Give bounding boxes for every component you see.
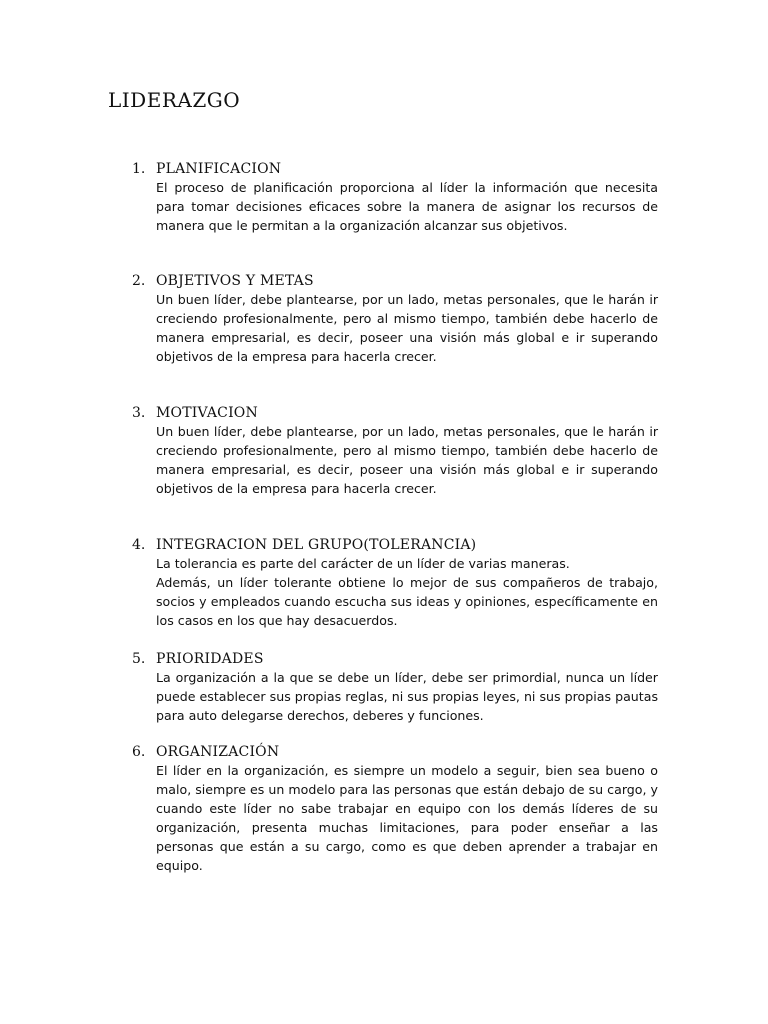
section-heading bbox=[132, 404, 658, 422]
section-title: MOTIVACION bbox=[156, 405, 258, 421]
section-paragraph: Un buen líder, debe plantearse, por un lado, metas personales, que le harán ir creciendo profesionalmente, pero al mismo tiempo, también debe hacerlo de manera empresarial, es decir, poseer una visión más global e ir superando objetivos de la empresa para hacerla crecer. bbox=[156, 292, 658, 364]
section-paragraph: El líder en la organización, es siempre un modelo a seguir, bien sea bueno o malo, siempre es un modelo para las personas que están debajo de su cargo, y cuando este líder no sabe trabajar en equipo con los demás líderes de su organización, presenta muchas limitaciones, para poder enseñar a las personas que están a su cargo, como es que deben aprender a trabajar en equipo. bbox=[156, 763, 658, 873]
section-planificacion bbox=[132, 160, 658, 235]
section-body bbox=[156, 178, 658, 235]
section-body bbox=[156, 554, 658, 630]
section-motivacion bbox=[132, 404, 658, 498]
section-paragraph: El proceso de planificación proporciona al líder la información que necesita para tomar decisiones eficaces sobre la manera de asignar los recursos de manera que le permitan a la organización alcanzar sus objetivos. bbox=[156, 180, 658, 233]
section-body bbox=[156, 422, 658, 498]
section-title: INTEGRACION DEL GRUPO(TOLERANCIA) bbox=[156, 537, 477, 553]
section-heading bbox=[132, 160, 658, 178]
section-number: 1. bbox=[132, 161, 146, 177]
section-integracion-del-grupo bbox=[132, 536, 658, 630]
section-number: 4. bbox=[132, 537, 146, 553]
section-paragraph: La organización a la que se debe un líder, debe ser primordial, nunca un líder puede establecer sus propias reglas, ni sus propias leyes, ni sus propias pautas para auto delegarse derechos, deberes y funciones. bbox=[156, 670, 658, 723]
section-heading bbox=[132, 272, 658, 290]
section-body bbox=[156, 668, 658, 725]
section-number: 2. bbox=[132, 273, 146, 289]
section-number: 6. bbox=[132, 744, 146, 760]
section-title: ORGANIZACIÓN bbox=[156, 744, 280, 760]
section-body bbox=[156, 290, 658, 366]
section-heading bbox=[132, 650, 658, 668]
section-paragraph: La tolerancia es parte del carácter de un líder de varias maneras. bbox=[156, 556, 570, 571]
section-prioridades bbox=[132, 650, 658, 725]
section-body bbox=[156, 761, 658, 875]
section-title: PRIORIDADES bbox=[156, 651, 264, 667]
section-paragraph: Además, un líder tolerante obtiene lo mejor de sus compañeros de trabajo, socios y empleados cuando escucha sus ideas y opiniones, específicamente en los casos en los que hay desacuerdos. bbox=[156, 575, 658, 628]
section-number: 3. bbox=[132, 405, 146, 421]
section-objetivos-y-metas bbox=[132, 272, 658, 366]
section-title: OBJETIVOS Y METAS bbox=[156, 273, 314, 289]
section-paragraph: Un buen líder, debe plantearse, por un lado, metas personales, que le harán ir creciendo profesionalmente, pero al mismo tiempo, también debe hacerlo de manera empresarial, es decir, poseer una visión más global e ir superando objetivos de la empresa para hacerla crecer. bbox=[156, 424, 658, 496]
document-title: LIDERAZGO bbox=[108, 88, 241, 112]
section-heading bbox=[132, 536, 658, 554]
section-heading bbox=[132, 743, 658, 761]
section-number: 5. bbox=[132, 651, 146, 667]
section-organizacion bbox=[132, 743, 658, 875]
section-title: PLANIFICACION bbox=[156, 161, 282, 177]
